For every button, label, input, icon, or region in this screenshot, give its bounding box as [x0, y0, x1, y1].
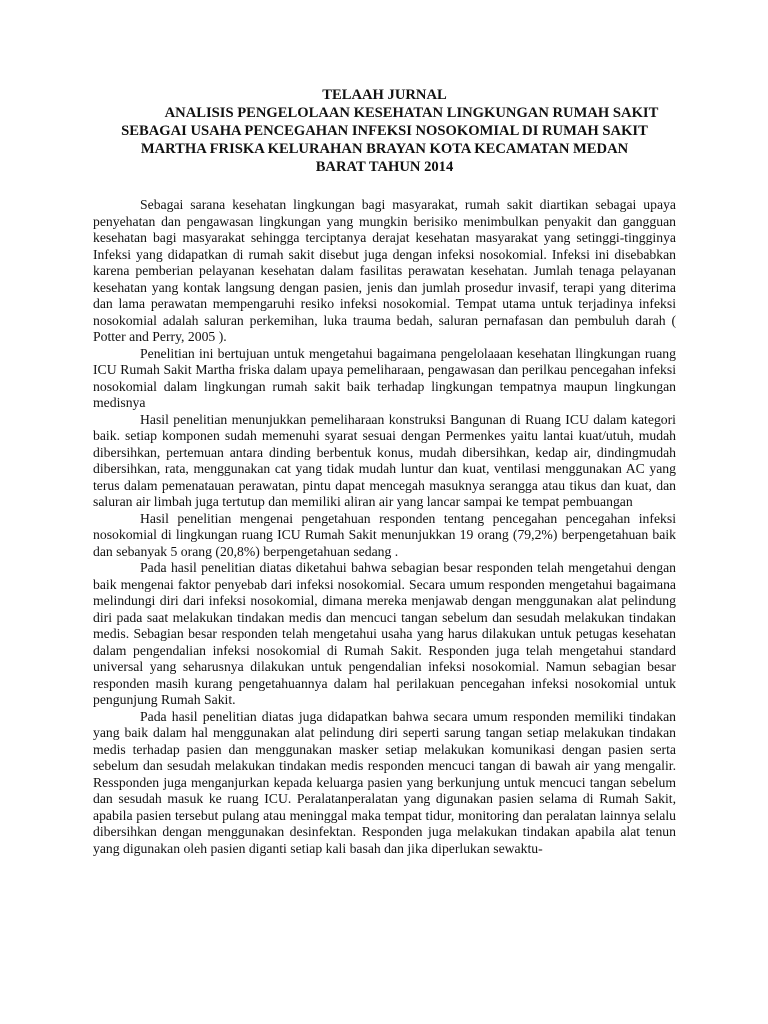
- title-line: BARAT TAHUN 2014: [315, 159, 454, 175]
- paragraph: Penelitian ini bertujuan untuk mengetahui bagaimana pengelolaaan kesehatan llingkungan ruang ICU Rumah Sakit Martha friska dalam upaya pemeliharaan, pengawasan dan perilkau pencegahan infeksi nosokomial dalam lingkungan rumah sakit baik terhadap lingkungan tempatnya maupun lingkungan medisnya: [93, 345, 676, 410]
- paragraph: Sebagai sarana kesehatan lingkungan bagi masyarakat, rumah sakit diartikan sebagai upaya penyehatan dan pengawasan lingkungan yang mungkin berisiko menimbulkan penyakit dan gangguan kesehatan bagi masyarakat sehingga terciptanya derajat kesehatan masyarakat yang setinggi-tingginya Infeksi yang didapatkan di rumah sakit disebut juga dengan infeksi nosokomial. Infeksi ini disebabkan karena pemberian pelayanan kesehatan dalam fasilitas perawatan kesehatan. Jumlah tenaga pelayanan kesehatan yang kontak langsung dengan pasien, jenis dan jumlah prosedur invasif, terapi yang diterima dan lama perawatan mempengaruhi resiko infeksi nosokomial. Tempat utama untuk terjadinya infeksi nosokomial adalah saluran perkemihan, luka trauma bedah, saluran pernafasan dan pembuluh darah ( Potter and Perry, 2005 ).: [93, 197, 676, 344]
- title-line: ANALISIS PENGELOLAAN KESEHATAN LINGKUNGAN RUMAH SAKIT: [164, 105, 659, 121]
- document-title: [93, 86, 676, 176]
- paragraph: Hasil penelitian mengenai pengetahuan responden tentang pencegahan pencegahan infeksi nosokomial di lingkungan ruang ICU Rumah Sakit menunjukkan 19 orang (79,2%) berpengetahuan baik dan sebanyak 5 orang (20,8%) berpengetahuan sedang .: [93, 510, 676, 559]
- title-line: MARTHA FRISKA KELURAHAN BRAYAN KOTA KECAMATAN MEDAN: [140, 141, 629, 157]
- paragraph: Pada hasil penelitian diatas diketahui bahwa sebagian besar responden telah mengetahui dengan baik mengenai faktor penyebab dari infeksi nosokomial. Secara umum responden mengetahui bagaimana melindungi diri dari infeksi nosokomial, dimana mereka menjawab dengan menggunakan alat pelindung diri pada saat melakukan tindakan medis dan mencuci tangan sebelum dan sesudah melakukan tindakan medis. Sebagian besar responden telah mengetahui usaha yang harus dilakukan untuk petugas kesehatan dalam pengendalian infeksi nosokomial di Rumah Sakit. Responden juga telah mengetahui standard universal yang seharusnya dilakukan untuk pengendalian infeksi nosokomial. Namun sebagian besar responden masih kurang pengetahuannya dalam hal perilakuan pencegahan infeksi nosokomial untuk pengunjung Rumah Sakit.: [93, 560, 676, 707]
- title-line: TELAAH JURNAL: [322, 87, 447, 103]
- paragraph: Pada hasil penelitian diatas juga didapatkan bahwa secara umum responden memiliki tindakan yang baik dalam hal menggunakan alat pelindung diri seperti sarung tangan setiap melakukan tindakan medis terhadap pasien dan menggunakan masker setiap melakukan komunikasi dengan pasien serta sebelum dan sesudah melakukan tindakan medis responden mencuci tangan di bawah air yang mengalir. Ressponden juga menganjurkan kepada keluarga pasien yang berkunjung untuk mencuci tangan sebelum dan sesudah masuk ke ruang ICU. Peralatanperalatan yang digunakan pasien selama di Rumah Sakit, apabila pasien tersebut pulang atau meninggal maka tempat tidur, monitoring dan peralatan lainnya selalu dibersihkan dengan menggunakan desinfektan. Responden juga melakukan tindakan apabila alat tenun yang digunakan oleh pasien diganti setiap kali basah dan jika diperlukan sewaktu-: [93, 708, 676, 856]
- document-body: [93, 197, 676, 857]
- title-line: SEBAGAI USAHA PENCEGAHAN INFEKSI NOSOKOMIAL DI RUMAH SAKIT: [121, 123, 648, 139]
- document-page: [93, 86, 676, 857]
- paragraph: Hasil penelitian menunjukkan pemeliharaan konstruksi Bangunan di Ruang ICU dalam kategori baik. setiap komponen sudah memenuhi syarat sesuai dengan Permenkes yaitu lantai kuat/utuh, mudah dibersihkan, pertemuan antara dinding berbentuk konus, mudah dibersihkan, kedap air, dindingmudah dibersihkan, rata, menggunakan cat yang tidak mudah luntur dan kuat, ventilasi menggunakan AC yang terus dalam pemenatauan perawatan, pintu dapat mencegah masuknya serangga atau tikus dan kuat, dan saluran air limbah juga tertutup dan memiliki aliran air yang lancar sampai ke tempat pembuangan: [93, 411, 676, 509]
